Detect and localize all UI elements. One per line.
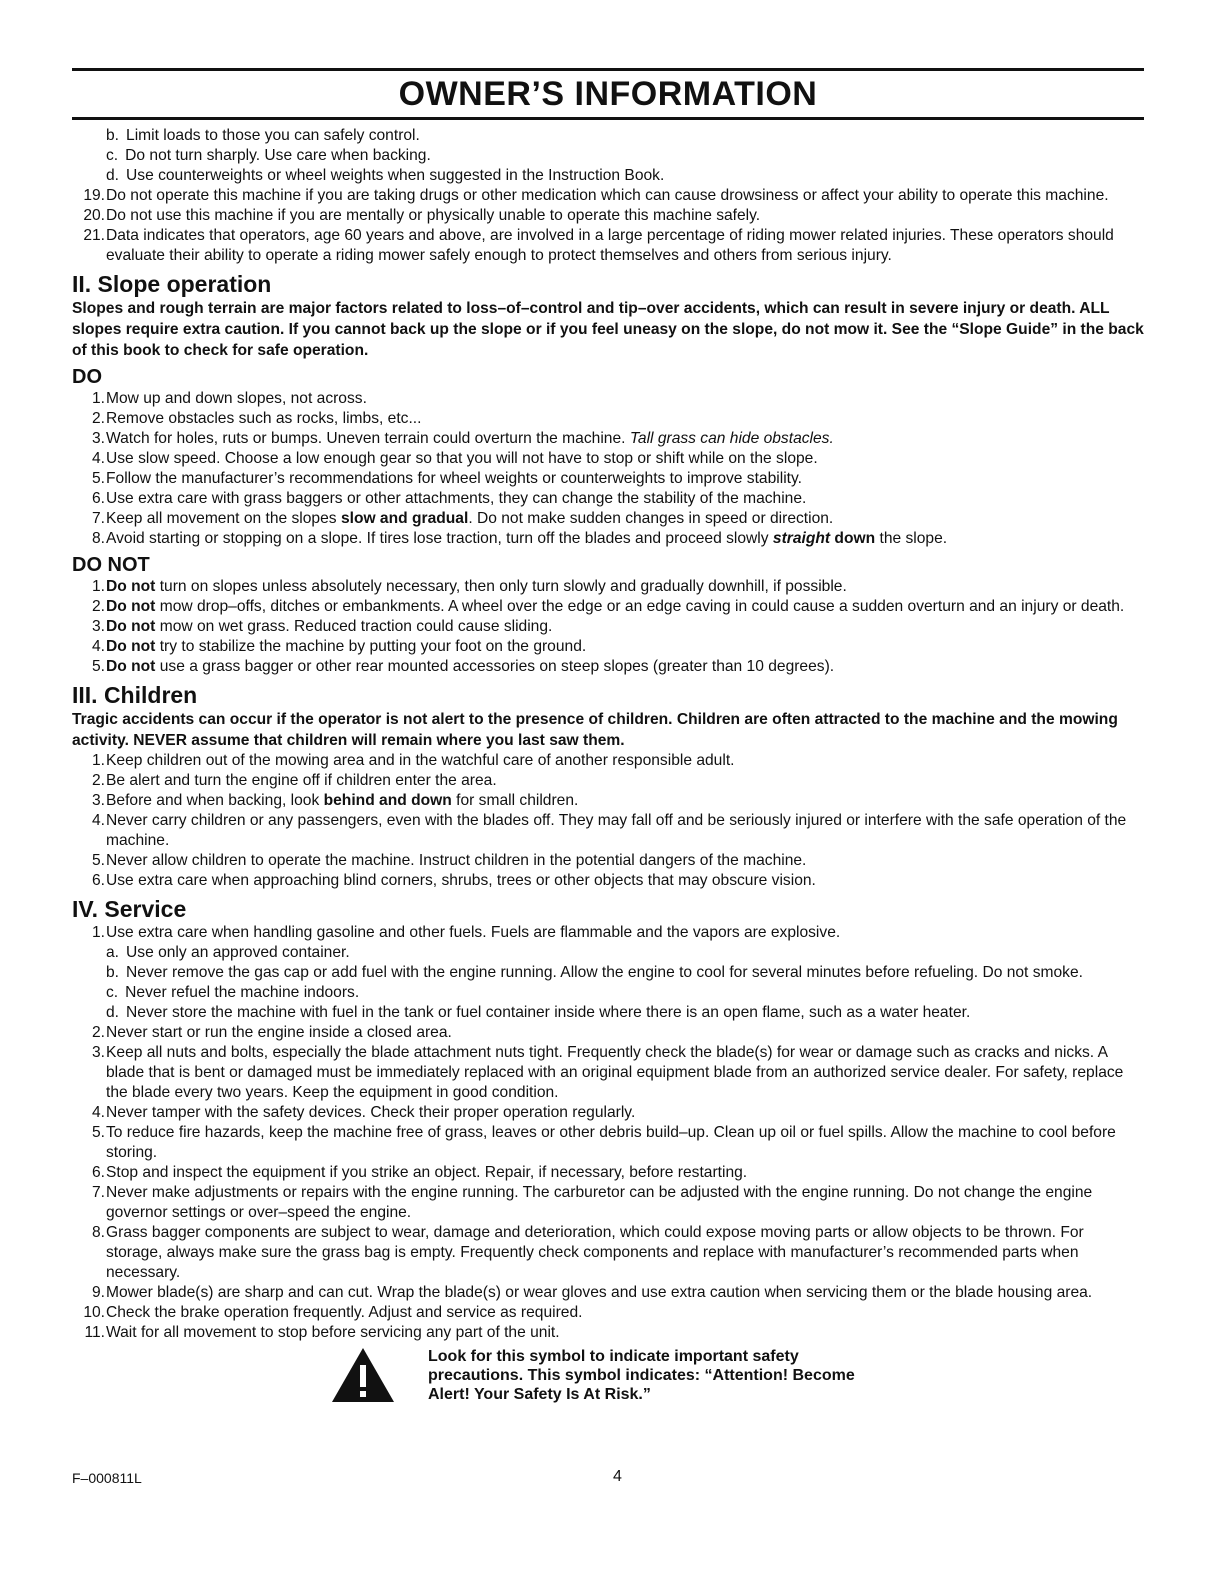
item-lead: Do not: [106, 618, 156, 635]
item-text: [126, 1003, 1144, 1023]
item-number: 6.: [91, 872, 105, 889]
item-number: 6.: [91, 1164, 105, 1181]
list-item: [72, 1223, 1144, 1283]
item-body: Never store the machine with fuel in the tank or fuel container inside where there is an open flame, such as a water heater.: [126, 1004, 971, 1021]
item-text: [106, 637, 1144, 657]
item-body: Never allow children to operate the machine. Instruct children in the potential dangers of the machine.: [106, 852, 807, 869]
item-body: Be alert and turn the engine off if children enter the area.: [106, 772, 497, 789]
list-item: [106, 963, 1144, 983]
item-body: Mower blade(s) are sharp and can cut. Wrap the blade(s) or wear gloves and use extra caution when servicing them or the blade housing area.: [106, 1284, 1093, 1301]
list-item: [72, 771, 1144, 791]
item-number: 2.: [91, 598, 105, 615]
item-text: [106, 206, 1144, 226]
item-emphasis: behind and down: [323, 792, 452, 809]
item-body: the slope.: [879, 530, 948, 547]
list-item: [72, 429, 1144, 449]
item-number: 7.: [91, 510, 105, 527]
item-number: 5.: [91, 852, 105, 869]
item-text: [106, 791, 1144, 811]
list-item: [72, 617, 1144, 637]
list-item: [72, 1183, 1144, 1223]
list-item: [72, 597, 1144, 617]
item-body: Limit loads to those you can safely control.: [126, 127, 420, 144]
warning-triangle-icon: [330, 1346, 396, 1404]
item-number: 4.: [91, 812, 105, 829]
do-list: [72, 389, 1144, 549]
item-body: try to stabilize the machine by putting your foot on the ground.: [159, 638, 587, 655]
item-number: 19.: [83, 187, 105, 204]
item-number: 4.: [91, 1104, 105, 1121]
item-text: [125, 983, 1144, 1003]
item-body: Use extra care when handling gasoline and other fuels. Fuels are flammable and the vapors are explosive.: [106, 924, 841, 941]
item-body: Keep children out of the mowing area and in the watchful care of another responsible adult.: [106, 752, 735, 769]
item-text: [106, 811, 1144, 851]
item-number: 5.: [91, 1124, 105, 1141]
item-number: c.: [106, 984, 119, 1001]
list-item: [106, 983, 1144, 1003]
item-text: [106, 226, 1144, 266]
item-body: Use extra care with grass baggers or other attachments, they can change the stability of the machine.: [106, 490, 807, 507]
page-number: 4: [613, 1468, 622, 1485]
list-item: [106, 126, 1144, 146]
item-text: [106, 771, 1144, 791]
item-body: mow on wet grass. Reduced traction could cause sliding.: [159, 618, 553, 635]
list-item: [72, 226, 1144, 266]
item-body: Use only an approved container.: [126, 944, 350, 961]
list-item: [72, 449, 1144, 469]
item-body: To reduce fire hazards, keep the machine free of grass, leaves or other debris build–up. Clean up oil or fuel spills. Allow the machine to cool before storing.: [106, 1124, 1116, 1161]
service-list: [72, 923, 1144, 1343]
item-body: Grass bagger components are subject to wear, damage and deterioration, which could expose moving parts or allow objects to be thrown. For storage, always make sure the grass bag is empty. Frequently check components and replace with manufacturer’s recommended parts when necessary.: [106, 1224, 1084, 1281]
item-text: [106, 389, 1144, 409]
item-number: 5.: [91, 658, 105, 675]
item-text: [106, 1043, 1144, 1103]
item-number: 7.: [91, 1184, 105, 1201]
item-body: for small children.: [456, 792, 579, 809]
section-heading-service: IV. Service: [72, 896, 187, 922]
item-number: 2.: [91, 1024, 105, 1041]
list-item: [72, 1303, 1144, 1323]
item-body: use a grass bagger or other rear mounted accessories on steep slopes (greater than 10 degrees).: [159, 658, 835, 675]
item-text: [106, 1223, 1144, 1283]
list-item: [72, 206, 1144, 226]
item-number: 4.: [91, 638, 105, 655]
item-body: Watch for holes, ruts or bumps. Uneven terrain could overturn the machine.: [106, 430, 626, 447]
item-emphasis: straight: [772, 530, 831, 547]
list-item: [72, 1103, 1144, 1123]
item-number: b.: [106, 127, 120, 144]
item-text: [106, 186, 1144, 206]
item-number: 8.: [91, 530, 105, 547]
item-text: [106, 923, 1144, 943]
safety-symbol-note: [330, 1346, 1144, 1404]
item-text: [125, 146, 1144, 166]
item-number: 2.: [91, 410, 105, 427]
item-text: [106, 657, 1144, 677]
item-text: [106, 1023, 1144, 1043]
item-number: 6.: [91, 490, 105, 507]
item-number: b.: [106, 964, 120, 981]
item-body: Check the brake operation frequently. Adjust and service as required.: [106, 1304, 583, 1321]
item-emphasis: Tall grass can hide obstacles.: [629, 430, 834, 447]
safety-symbol-text: Look for this symbol to indicate important safety precautions. This symbol indicates: “Attention! Become Alert! Your Safety Is At Risk.”: [428, 1347, 855, 1403]
item-number: d.: [106, 167, 120, 184]
item-text: [106, 1303, 1144, 1323]
item-text: [106, 449, 1144, 469]
item-body: turn on slopes unless absolutely necessary, then only turn slowly and gradually downhill, if possible.: [159, 578, 847, 595]
list-item: [72, 871, 1144, 891]
item-number: a.: [106, 944, 120, 961]
list-item: [72, 1023, 1144, 1043]
item-number: 3.: [91, 1044, 105, 1061]
item-body: Keep all movement on the slopes: [106, 510, 337, 527]
slope-intro: Slopes and rough terrain are major factors related to loss–of–control and tip–over accidents, which can result in severe injury or death. ALL slopes require extra caution. If you cannot back up the slope or if you feel uneasy on the slope, do not mow it. See the “Slope Guide” in the back of this book to check for safe operation.: [72, 300, 1144, 359]
intro-list: [72, 126, 1144, 266]
item-text: [106, 851, 1144, 871]
item-body: Mow up and down slopes, not across.: [106, 390, 367, 407]
item-lead: Do not: [106, 578, 156, 595]
do-not-heading: DO NOT: [72, 554, 150, 576]
item-text: [106, 871, 1144, 891]
item-text: [126, 943, 1144, 963]
list-item: [72, 186, 1144, 206]
item-lead: Do not: [106, 658, 156, 675]
item-body: Use counterweights or wheel weights when suggested in the Instruction Book.: [126, 167, 665, 184]
list-item: [72, 529, 1144, 549]
item-text: [106, 509, 1144, 529]
item-number: d.: [106, 1004, 120, 1021]
item-number: 4.: [91, 450, 105, 467]
item-text: [106, 1283, 1144, 1303]
list-item: [72, 657, 1144, 677]
item-number: 3.: [91, 430, 105, 447]
list-item: [72, 637, 1144, 657]
list-item: [106, 943, 1144, 963]
item-body: Use slow speed. Choose a low enough gear so that you will not have to stop or shift while on the slope.: [106, 450, 818, 467]
item-body: Data indicates that operators, age 60 years and above, are involved in a large percentage of riding mower related injuries. These operators should evaluate their ability to operate a riding mower safely enough to protect themselves and others from serious injury.: [106, 227, 1114, 264]
item-text: [106, 1163, 1144, 1183]
children-list: [72, 751, 1144, 891]
item-body: Avoid starting or stopping on a slope. If tires lose traction, turn off the blades and proceed slowly: [106, 530, 769, 547]
list-item: [72, 469, 1144, 489]
item-body: mow drop–offs, ditches or embankments. A wheel over the edge or an edge caving in could cause a sudden overturn and an injury or death.: [159, 598, 1125, 615]
item-body: Never tamper with the safety devices. Check their proper operation regularly.: [106, 1104, 636, 1121]
item-text: [106, 1123, 1144, 1163]
list-item: [72, 751, 1144, 771]
item-body: Remove obstacles such as rocks, limbs, etc...: [106, 410, 422, 427]
item-text: [106, 617, 1144, 637]
list-item: [72, 851, 1144, 871]
item-lead: Do not: [106, 598, 156, 615]
item-text: [126, 166, 1144, 186]
do-not-list: [72, 577, 1144, 677]
item-body: Stop and inspect the equipment if you strike an object. Repair, if necessary, before restarting.: [106, 1164, 748, 1181]
item-text: [106, 489, 1144, 509]
item-text: [106, 429, 1144, 449]
item-body: Follow the manufacturer’s recommendations for wheel weights or counterweights to improve stability.: [106, 470, 802, 487]
item-body: Never carry children or any passengers, even with the blades off. They may fall off and be seriously injured or interfere with the safe operation of the machine.: [106, 812, 1127, 849]
item-text: [126, 963, 1144, 983]
item-number: c.: [106, 147, 119, 164]
item-text: [106, 409, 1144, 429]
item-number: 3.: [91, 618, 105, 635]
item-number: 1.: [91, 390, 105, 407]
item-number: 20.: [83, 207, 105, 224]
item-body: Do not operate this machine if you are taking drugs or other medication which can cause drowsiness or affect your ability to operate this machine.: [106, 187, 1109, 204]
item-text: [126, 126, 1144, 146]
list-item: [72, 1043, 1144, 1103]
item-number: 1.: [91, 578, 105, 595]
item-number: 5.: [91, 470, 105, 487]
item-lead: Do not: [106, 638, 156, 655]
list-item: [106, 1003, 1144, 1023]
list-item: [72, 1123, 1144, 1163]
list-item: [72, 489, 1144, 509]
children-intro: Tragic accidents can occur if the operator is not alert to the presence of children. Children are often attracted to the machine and the mowing activity. NEVER assume that children will remain where you last saw them.: [72, 711, 1118, 749]
document-page: [72, 68, 1144, 1404]
item-body: Do not turn sharply. Use care when backing.: [125, 147, 431, 164]
section-heading-children: III. Children: [72, 682, 198, 708]
item-text: [106, 469, 1144, 489]
item-body: Never refuel the machine indoors.: [125, 984, 360, 1001]
item-body: Do not use this machine if you are mentally or physically unable to operate this machine safely.: [106, 207, 761, 224]
item-number: 11.: [84, 1324, 105, 1341]
item-number: 2.: [91, 772, 105, 789]
item-text: [106, 1103, 1144, 1123]
list-item: [72, 1163, 1144, 1183]
list-item: [72, 1283, 1144, 1303]
list-item: [106, 166, 1144, 186]
item-number: 9.: [91, 1284, 105, 1301]
item-number: 8.: [91, 1224, 105, 1241]
item-emphasis: down: [834, 530, 876, 547]
list-item: [72, 923, 1144, 943]
item-text: [106, 1183, 1144, 1223]
list-item: [72, 811, 1144, 851]
title-bottom-rule: [72, 117, 1144, 120]
document-code: F–000811L: [72, 1470, 142, 1486]
item-number: 21.: [83, 227, 105, 244]
item-body: Use extra care when approaching blind corners, shrubs, trees or other objects that may obscure vision.: [106, 872, 816, 889]
list-item: [72, 409, 1144, 429]
item-body: Never start or run the engine inside a closed area.: [106, 1024, 452, 1041]
list-item: [72, 791, 1144, 811]
item-body: Before and when backing, look: [106, 792, 320, 809]
item-number: 1.: [91, 752, 105, 769]
item-emphasis: slow and gradual: [340, 510, 469, 527]
item-number: 1.: [91, 924, 105, 941]
list-item: [72, 1323, 1144, 1343]
item-number: 3.: [91, 792, 105, 809]
page-title: OWNER’S INFORMATION: [398, 75, 818, 113]
list-item: [72, 509, 1144, 529]
item-text: [106, 577, 1144, 597]
list-item: [106, 146, 1144, 166]
item-body: Wait for all movement to stop before servicing any part of the unit.: [106, 1324, 560, 1341]
item-body: Keep all nuts and bolts, especially the blade attachment nuts tight. Frequently check the blade(s) for wear or damage such as cracks and nicks. A blade that is bent or damaged must be immediately replaced with an original equipment blade from an authorized service dealer. For safety, replace the blade every two years. Keep the equipment in good condition.: [106, 1044, 1124, 1101]
item-text: [106, 597, 1144, 617]
list-item: [72, 577, 1144, 597]
item-number: 10.: [83, 1304, 105, 1321]
section-heading-slope: II. Slope operation: [72, 271, 272, 297]
do-heading: DO: [72, 366, 102, 388]
item-body: . Do not make sudden changes in speed or direction.: [468, 510, 834, 527]
item-text: [106, 529, 1144, 549]
item-body: Never make adjustments or repairs with the engine running. The carburetor can be adjusted with the engine running. Do not change the engine governor settings or over–speed the engine.: [106, 1184, 1093, 1221]
list-item: [72, 389, 1144, 409]
item-text: [106, 751, 1144, 771]
item-text: [106, 1323, 1144, 1343]
item-body: Never remove the gas cap or add fuel with the engine running. Allow the engine to cool for several minutes before refueling. Do not smoke.: [126, 964, 1083, 981]
